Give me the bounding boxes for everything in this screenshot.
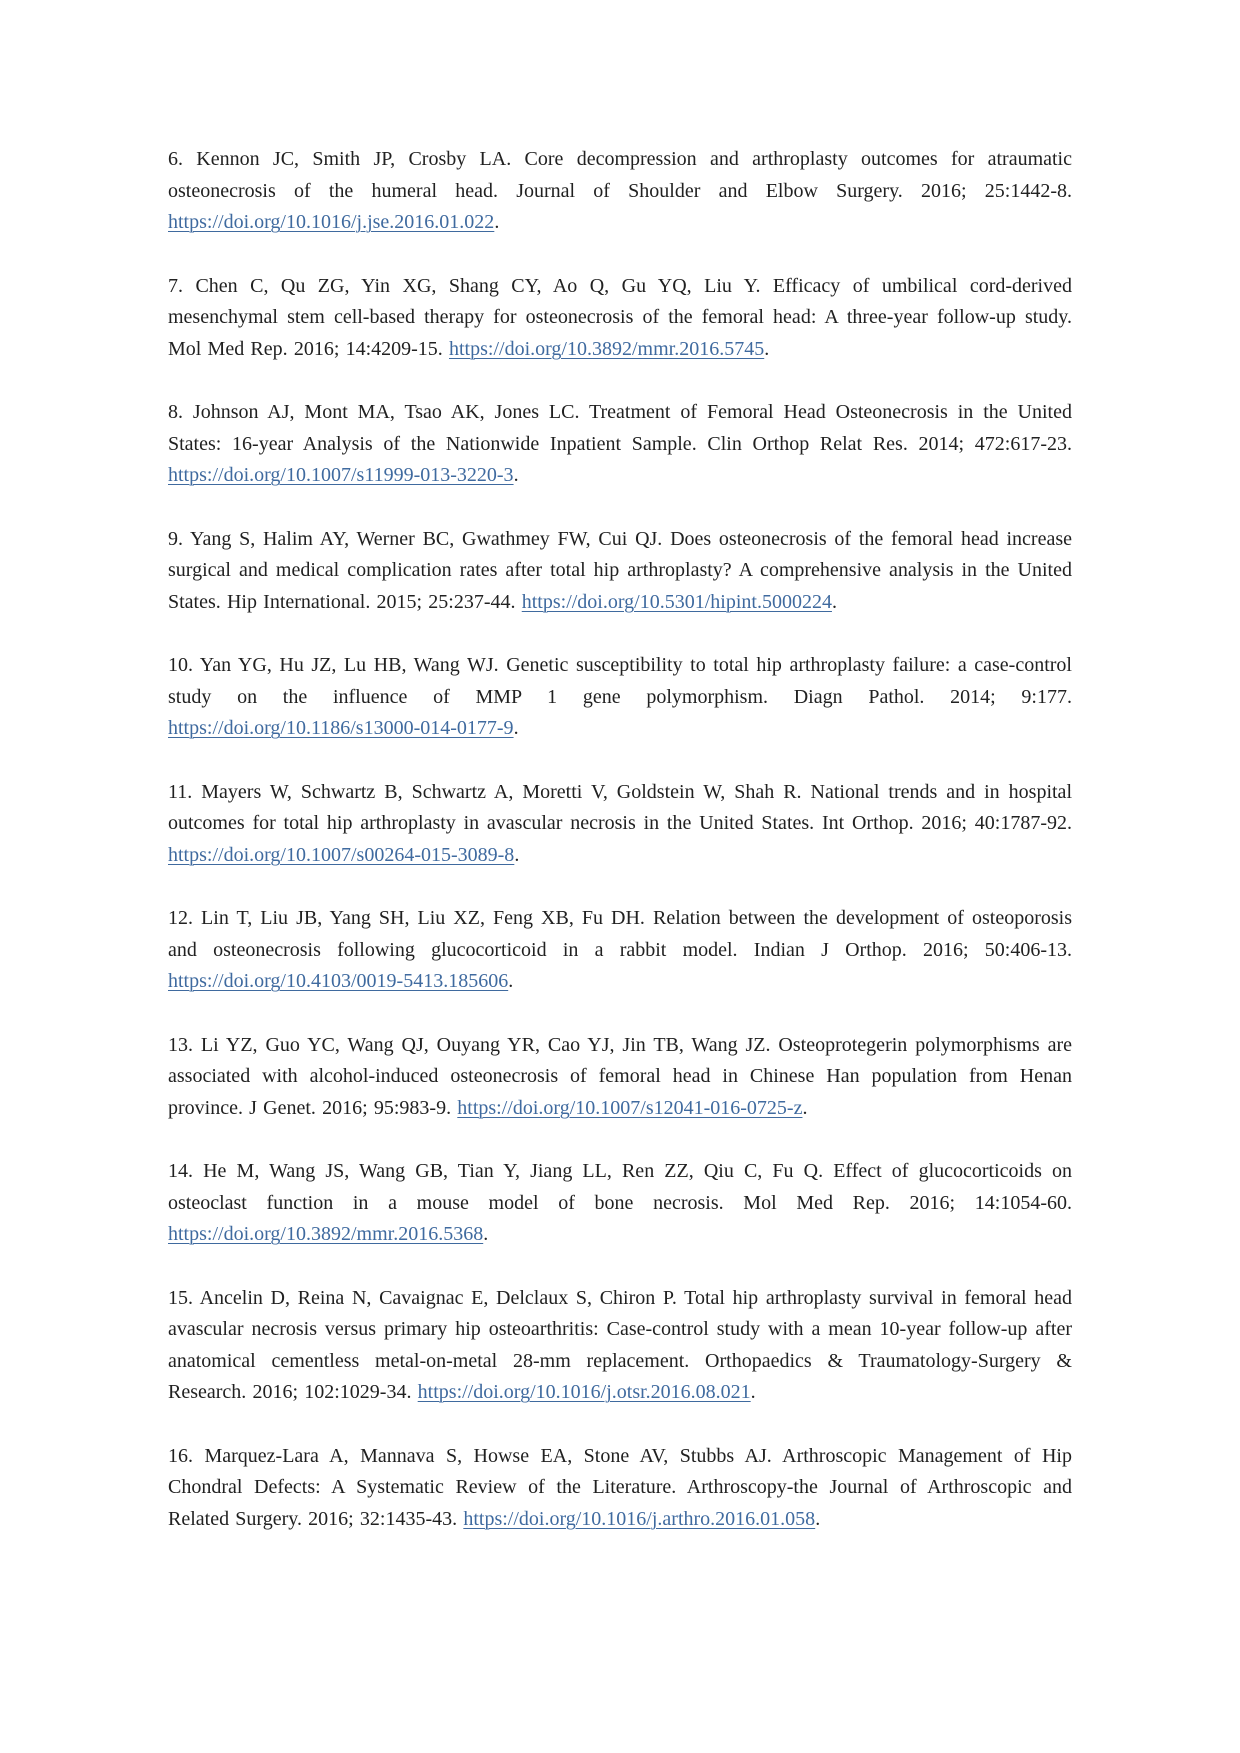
doi-link[interactable]: https://doi.org/10.1016/j.otsr.2016.08.021 [417,1381,751,1403]
doi-link[interactable]: https://doi.org/10.4103/0019-5413.185606 [168,970,509,992]
doi-link[interactable]: https://doi.org/10.3892/mmr.2016.5745 [449,337,765,360]
reference-item [168,271,1072,366]
reference-item [168,1156,1072,1251]
reference-text: 7. Chen C, Qu ZG, Yin XG, Shang CY, Ao Q, Gu YQ, Liu Y. Efficacy of umbilical cord-derived mesenchymal stem cell-based therapy for osteonecrosis of the femoral head: A three-year follow-up study. Mol Med Rep. 2016; 14:4209-15. [168,274,1072,360]
reference-text: 8. Johnson AJ, Mont MA, Tsao AK, Jones LC. Treatment of Femoral Head Osteonecrosis in the United States: 16-year Analysis of the Nationwide Inpatient Sample. Clin Orthop Relat Res. 2014; 472:617-23. [168,401,1072,455]
reference-suffix: . [802,1096,808,1119]
reference-text: 12. Lin T, Liu JB, Yang SH, Liu XZ, Feng XB, Fu DH. Relation between the development of osteoporosis and osteonecrosis following glucocorticoid in a rabbit model. Indian J Orthop. 2016; 50:406-13. [168,907,1072,961]
reference-suffix: . [831,590,837,613]
reference-text: 15. Ancelin D, Reina N, Cavaignac E, Delclaux S, Chiron P. Total hip arthroplasty survival in femoral head avascular necrosis versus primary hip osteoarthritis: Case-control study with a mean 10-year follow-up after anatomical cementless metal-on-metal 28-mm replacement. Orthopaedics & Traumatology-Surgery & Research. 2016; 102:1029-34. [168,1286,1072,1403]
doi-link[interactable]: https://doi.org/10.5301/hipint.5000224 [521,590,832,613]
reference-suffix: . [494,211,500,233]
reference-text: 13. Li YZ, Guo YC, Wang QJ, Ouyang YR, Cao YJ, Jin TB, Wang JZ. Osteoprotegerin polymorphisms are associated with alcohol-induced osteonecrosis of femoral head in Chinese Han population from Henan province. J Genet. 2016; 95:983-9. [168,1033,1072,1119]
doi-link[interactable]: https://doi.org/10.1186/s13000-014-0177-9 [168,717,514,739]
doi-link[interactable]: https://doi.org/10.3892/mmr.2016.5368 [168,1223,484,1245]
reference-item [168,903,1072,998]
reference-text: 16. Marquez-Lara A, Mannava S, Howse EA, Stone AV, Stubbs AJ. Arthroscopic Management of Hip Chondral Defects: A Systematic Review of the Literature. Arthroscopy-the Journal of Arthroscopic and Related Surgery. 2016; 32:1435-43. [168,1444,1072,1530]
doi-link[interactable]: https://doi.org/10.1016/j.arthro.2016.01.058 [463,1507,816,1530]
reference-item [168,650,1072,745]
reference-suffix: . [513,464,519,486]
reference-suffix: . [513,717,519,739]
reference-item [168,1283,1072,1409]
reference-item [168,397,1072,492]
reference-suffix: . [750,1381,756,1403]
reference-suffix: . [508,970,514,992]
reference-text: 6. Kennon JC, Smith JP, Crosby LA. Core decompression and arthroplasty outcomes for atraumatic osteonecrosis of the humeral head. Journal of Shoulder and Elbow Surgery. 2016; 25:1442-8. [168,148,1072,202]
doi-link[interactable]: https://doi.org/10.1016/j.jse.2016.01.022 [168,211,495,233]
reference-suffix: . [514,843,520,866]
reference-text: 9. Yang S, Halim AY, Werner BC, Gwathmey FW, Cui QJ. Does osteonecrosis of the femoral head increase surgical and medical complication rates after total hip arthroplasty? A comprehensive analysis in the United States. Hip International. 2015; 25:237-44. [168,527,1072,613]
doi-link[interactable]: https://doi.org/10.1007/s12041-016-0725-z [457,1096,803,1119]
reference-item [168,1441,1072,1536]
reference-text: 11. Mayers W, Schwartz B, Schwartz A, Moretti V, Goldstein W, Shah R. National trends and in hospital outcomes for total hip arthroplasty in avascular necrosis in the United States. Int Orthop. 2016; 40:1787-92. [168,780,1072,834]
reference-suffix: . [815,1507,821,1530]
reference-suffix: . [483,1223,489,1245]
reference-item [168,777,1072,872]
doi-link[interactable]: https://doi.org/10.1007/s11999-013-3220-3 [168,464,514,486]
reference-item [168,1030,1072,1125]
reference-suffix: . [764,337,770,360]
reference-text: 14. He M, Wang JS, Wang GB, Tian Y, Jiang LL, Ren ZZ, Qiu C, Fu Q. Effect of glucocorticoids on osteoclast function in a mouse model of bone necrosis. Mol Med Rep. 2016; 14:1054-60. [168,1160,1072,1214]
reference-item [168,524,1072,619]
doi-link[interactable]: https://doi.org/10.1007/s00264-015-3089-8 [168,843,515,866]
reference-item [168,144,1072,239]
reference-text: 10. Yan YG, Hu JZ, Lu HB, Wang WJ. Genetic susceptibility to total hip arthroplasty failure: a case-control study on the influence of MMP 1 gene polymorphism. Diagn Pathol. 2014; 9:177. [168,654,1072,708]
